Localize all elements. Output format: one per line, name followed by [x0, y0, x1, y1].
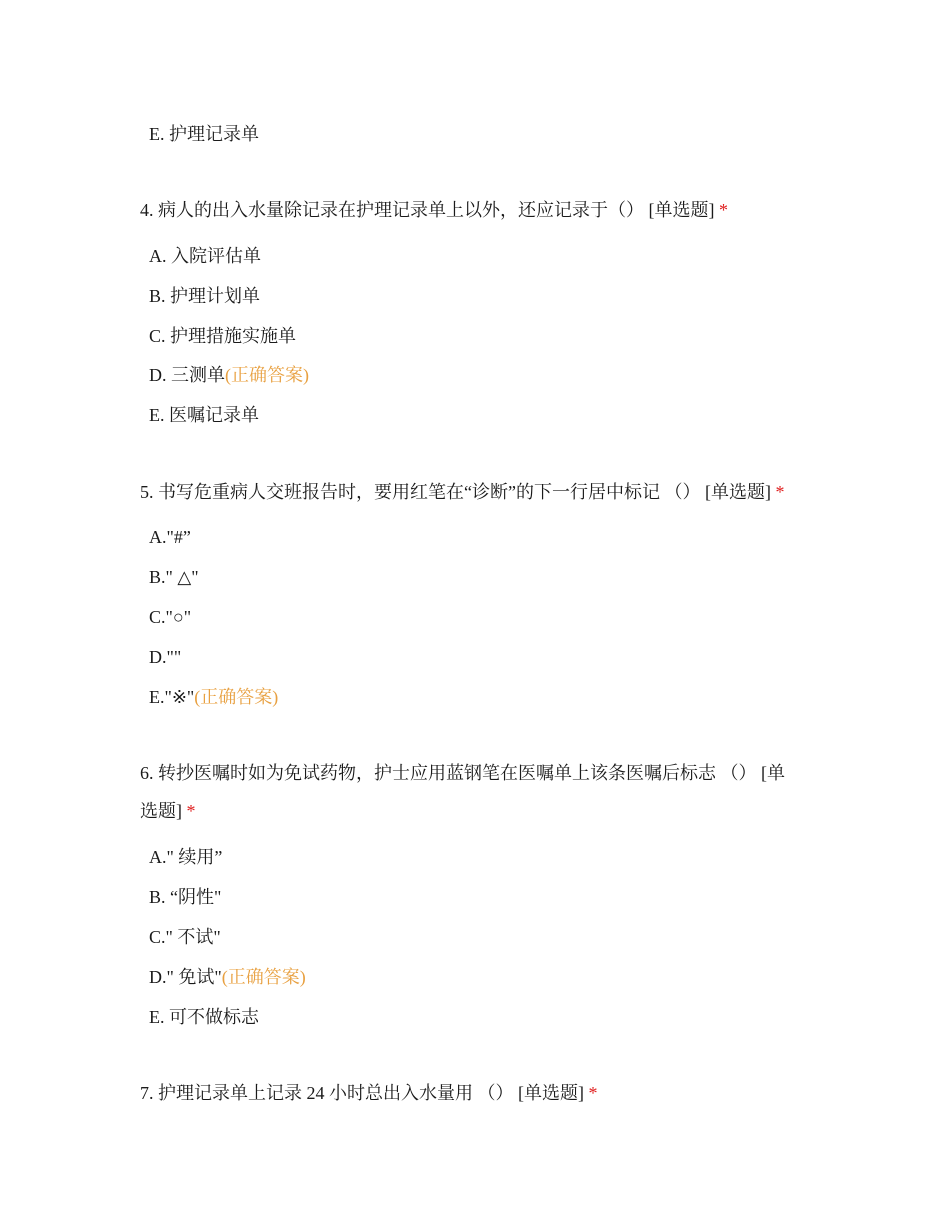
option-letter: A. [149, 246, 167, 266]
option-letter: E. [149, 1007, 165, 1027]
correct-answer-label: (正确答案) [225, 365, 309, 385]
correct-answer-label: (正确答案) [194, 687, 279, 707]
question-5-option-e[interactable] [149, 685, 278, 709]
option-text: " 免试" [166, 967, 222, 987]
required-mark: * [719, 200, 728, 220]
question-text: 病人的出入水量除记录在护理记录单上以外，还应记录于（） [单选题] [158, 200, 715, 220]
option-text: " 不试" [165, 927, 221, 947]
question-6-option-e[interactable] [149, 1005, 259, 1029]
option-letter: E. [149, 687, 165, 707]
option-text: “阴性" [170, 887, 222, 907]
question-6-option-a[interactable] [149, 845, 222, 869]
option-letter: E. [149, 405, 165, 425]
question-4-option-d[interactable] [149, 363, 309, 387]
option-letter: E. [149, 124, 165, 144]
option-letter: D. [149, 647, 167, 667]
question-5-title [140, 480, 784, 504]
option-letter: D. [149, 365, 167, 385]
question-6-title [140, 761, 785, 785]
option-text: " △" [165, 567, 199, 587]
option-text: 护理措施实施单 [170, 326, 297, 346]
question-5-option-a[interactable] [149, 525, 191, 549]
question-4-title [140, 198, 728, 222]
option-text: 医嘱记录单 [169, 405, 259, 425]
option-letter: A. [149, 527, 167, 547]
question-6-option-c[interactable] [149, 925, 221, 949]
question-4-option-b[interactable] [149, 284, 260, 308]
question-6-option-d[interactable] [149, 965, 306, 989]
option-letter: B. [149, 887, 166, 907]
option-text: 护理记录单 [169, 124, 259, 144]
question-5-option-b[interactable] [149, 565, 199, 589]
option-letter: B. [149, 567, 166, 587]
question-7-title [140, 1081, 598, 1105]
question-6-title-cont [140, 799, 196, 823]
option-e-prev[interactable] [149, 122, 259, 146]
required-mark: * [186, 801, 196, 821]
option-text: "※" [164, 687, 195, 707]
question-number: 7. [140, 1083, 154, 1103]
required-mark: * [588, 1083, 598, 1103]
option-letter: A. [149, 847, 167, 867]
option-text: 入院评估单 [171, 246, 261, 266]
option-letter: C. [149, 927, 166, 947]
question-number: 4. [140, 200, 154, 220]
required-mark: * [775, 482, 785, 502]
question-5-option-c[interactable] [149, 605, 191, 629]
question-4-option-a[interactable] [149, 244, 261, 268]
option-text: " 续用” [166, 847, 223, 867]
question-number: 5. [140, 482, 154, 502]
question-text: 转抄医嘱时如为免试药物，护士应用蓝钢笔在医嘱单上该条医嘱后标志 （） [单 [158, 763, 785, 783]
option-text: 三测单 [171, 365, 225, 385]
option-letter: D. [149, 967, 167, 987]
option-letter: B. [149, 286, 166, 306]
question-4-option-e[interactable] [149, 403, 259, 427]
option-text: "○" [165, 607, 192, 627]
question-text: 护理记录单上记录 24 小时总出入水量用 （） [单选题] [158, 1083, 584, 1103]
option-text: 可不做标志 [169, 1007, 259, 1027]
question-text-cont: 选题] [140, 801, 182, 821]
option-text: 护理计划单 [170, 286, 261, 306]
option-letter: C. [149, 326, 166, 346]
question-number: 6. [140, 763, 154, 783]
question-4-option-c[interactable] [149, 324, 296, 348]
option-letter: C. [149, 607, 166, 627]
question-6-option-b[interactable] [149, 885, 221, 909]
option-text: "" [166, 647, 182, 667]
correct-answer-label: (正确答案) [221, 967, 306, 987]
question-text: 书写危重病人交班报告时，要用红笔在“诊断”的下一行居中标记 （） [单选题] [158, 482, 771, 502]
question-5-option-d[interactable] [149, 645, 181, 669]
option-text: "#” [166, 527, 191, 547]
